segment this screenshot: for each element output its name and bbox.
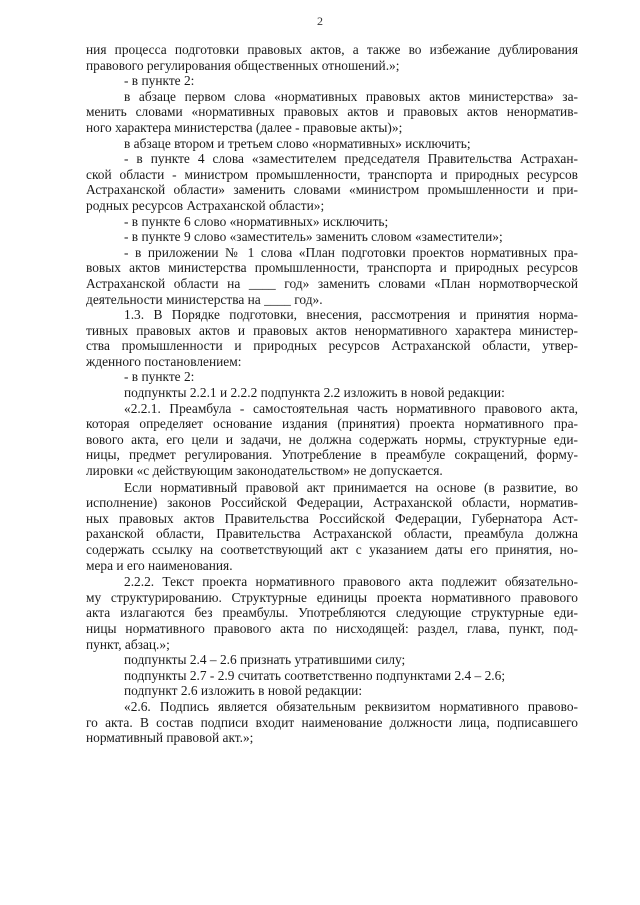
- text-line: Если нормативный правовой акт принимается на основе (в развитие, во: [124, 479, 578, 495]
- text-line: исполнение) законов Российской Федерации, Астраханской области, норматив-: [86, 495, 578, 511]
- text-line: раханской области, Правительства Астраханской области, преамбула должна: [86, 526, 578, 542]
- text-line: му структурированию. Структурные единицы проекта нормативного правового: [86, 589, 578, 605]
- text-line: - в пункте 9 слово «заместитель» заменить словом «заместители»;: [124, 229, 503, 245]
- text-line: Астраханской области на ____ год» заменить словами «План нормотворческой: [86, 275, 578, 291]
- text-line: менить словами «нормативных правовых актов и правовых актов ненорматив-: [86, 104, 578, 120]
- page-number: 2: [317, 14, 323, 28]
- text-line: «2.2.1. Преамбула - самостоятельная часть нормативного правового акта,: [124, 400, 578, 416]
- text-line: нормативный правовой акт.»;: [86, 730, 254, 746]
- text-line: - в пункте 4 слова «заместителем председателя Правительства Астрахан-: [124, 151, 578, 167]
- text-line: подпункты 2.2.1 и 2.2.2 подпункта 2.2 изложить в новой редакции:: [124, 385, 505, 401]
- text-line: ных правовых актов Правительства Российской Федерации, Губернатора Аст-: [86, 510, 578, 526]
- text-line: тивных правовых актов и правовых актов ненормативного характера министер-: [86, 322, 578, 338]
- text-line: «2.6. Подпись является обязательным реквизитом нормативного правово-: [124, 698, 578, 714]
- text-line: лировки «с действующим законодательством» не допускается.: [86, 463, 443, 479]
- document-body: [86, 42, 578, 746]
- text-line: - в пункте 2:: [124, 369, 195, 385]
- text-line: вовых актов министерства промышленности, транспорта и природных ресурсов: [86, 260, 578, 276]
- text-line: подпункт 2.6 изложить в новой редакции:: [124, 683, 363, 699]
- text-line: го акта. В состав подписи входит наименование должности лица, подписавшего: [86, 714, 578, 730]
- text-line: деятельности министерства на ____ год».: [86, 291, 323, 307]
- text-line: Астраханской области» заменить словами «министром промышленности и при-: [86, 182, 578, 198]
- text-line: жденного постановлением:: [86, 353, 242, 369]
- text-line: подпункты 2.7 - 2.9 считать соответственно подпунктами 2.4 – 2.6;: [124, 667, 506, 683]
- text-line: мера и его наименования.: [86, 557, 233, 573]
- text-line: содержать ссылку на соответствующий акт с указанием даты его принятия, но-: [86, 542, 578, 557]
- text-line: ницы нормативного правового акта по нисходящей: раздел, глава, пункт, под-: [86, 620, 578, 636]
- text-line: 1.3. В Порядке подготовки, внесения, рассмотрения и принятия норма-: [124, 307, 578, 323]
- text-line: ства промышленности и природных ресурсов Астраханской области, утвер-: [86, 338, 578, 354]
- text-line: ного характера министерства (далее - правовые акты)»;: [86, 119, 403, 135]
- text-line: подпункты 2.4 – 2.6 признать утратившими силу;: [124, 652, 406, 668]
- text-line: - в пункте 2:: [124, 73, 195, 89]
- text-line: в абзаце втором и третьем слово «нормативных» исключить;: [124, 135, 471, 151]
- text-line: ницы, предмет регулирования. Употребление в преамбуле сокращений, форму-: [86, 447, 578, 463]
- text-line: ской области - министром промышленности, транспорта и природных ресурсов: [86, 166, 578, 182]
- text-line: вового акта, его цели и задачи, не должна содержать нормы, структурные еди-: [86, 431, 578, 447]
- text-line: ния процесса подготовки правовых актов, а также во избежание дублирования: [86, 42, 578, 57]
- text-line: которая определяет основание издания (принятия) проекта нормативного пра-: [86, 416, 578, 432]
- text-line: в абзаце первом слова «нормативных правовых актов министерства» за-: [124, 88, 578, 104]
- text-line: родных ресурсов Астраханской области»;: [86, 197, 325, 213]
- text-line: акта излагаются без преамбулы. Употребляются следующие структурные еди-: [86, 605, 578, 621]
- text-line: пункт, абзац.»;: [86, 636, 170, 652]
- text-line: правового регулирования общественных отношений.»;: [86, 57, 400, 73]
- text-line: - в приложении № 1 слова «План подготовки проектов нормативных пра-: [124, 244, 578, 260]
- text-line: - в пункте 6 слово «нормативных» исключить;: [124, 213, 389, 229]
- text-line: 2.2.2. Текст проекта нормативного правового акта подлежит обязательно-: [124, 574, 578, 590]
